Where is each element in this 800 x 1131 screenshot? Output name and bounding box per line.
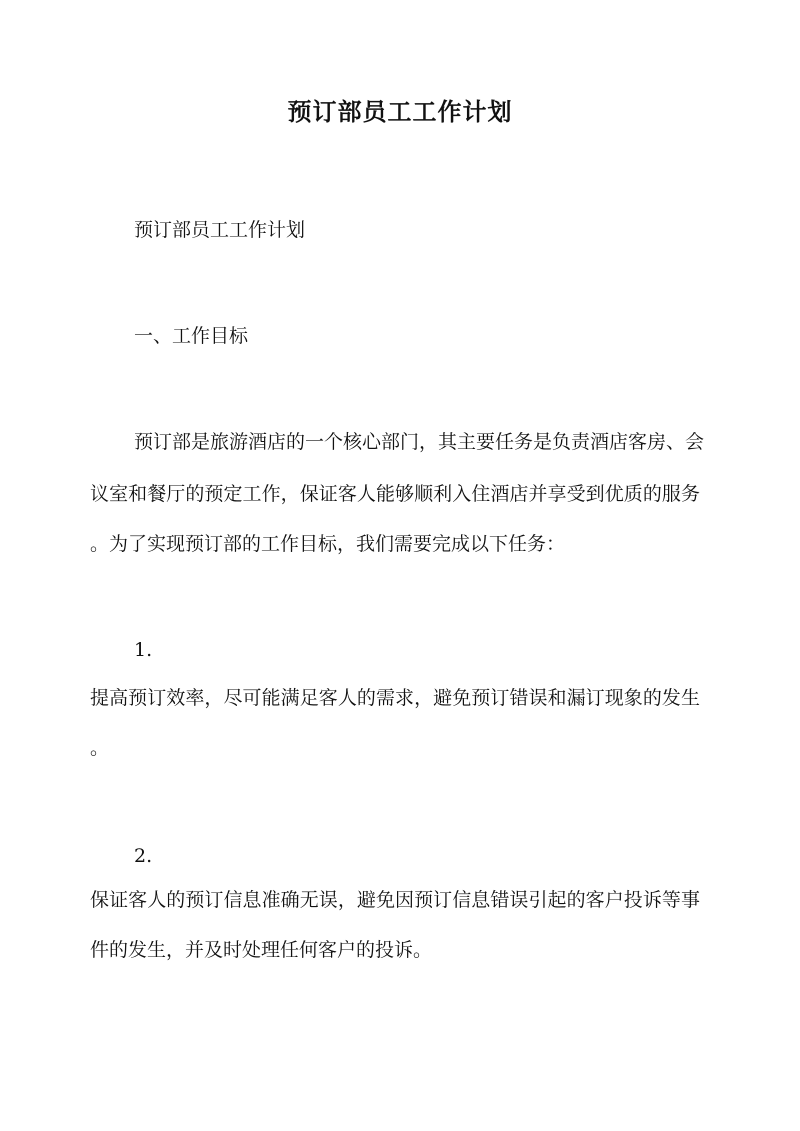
list-item-2-number: 2. bbox=[134, 845, 153, 867]
list-item-2-line-1: 保证客人的预订信息准确无误，避免因预订信息错误引起的客户投诉等事 bbox=[90, 889, 700, 911]
list-item-1-line-2: 。 bbox=[90, 737, 110, 759]
intro-line-3: 。为了实现预订部的工作目标，我们需要完成以下任务： bbox=[90, 533, 566, 555]
document-subtitle: 预订部员工工作计划 bbox=[134, 219, 306, 241]
list-item-1-number: 1. bbox=[134, 639, 153, 661]
intro-line-1: 预订部是旅游酒店的一个核心部门，其主要任务是负责酒店客房、会 bbox=[134, 431, 705, 453]
document-title: 预订部员工工作计划 bbox=[287, 97, 513, 126]
list-item-1-line-1: 提高预订效率，尽可能满足客人的需求，避免预订错误和漏订现象的发生 bbox=[90, 687, 700, 709]
list-item-2-line-2: 件的发生，并及时处理任何客户的投诉。 bbox=[90, 939, 433, 961]
section-heading: 一、工作目标 bbox=[134, 325, 249, 347]
intro-line-2: 议室和餐厅的预定工作，保证客人能够顺利入住酒店并享受到优质的服务 bbox=[90, 483, 700, 505]
